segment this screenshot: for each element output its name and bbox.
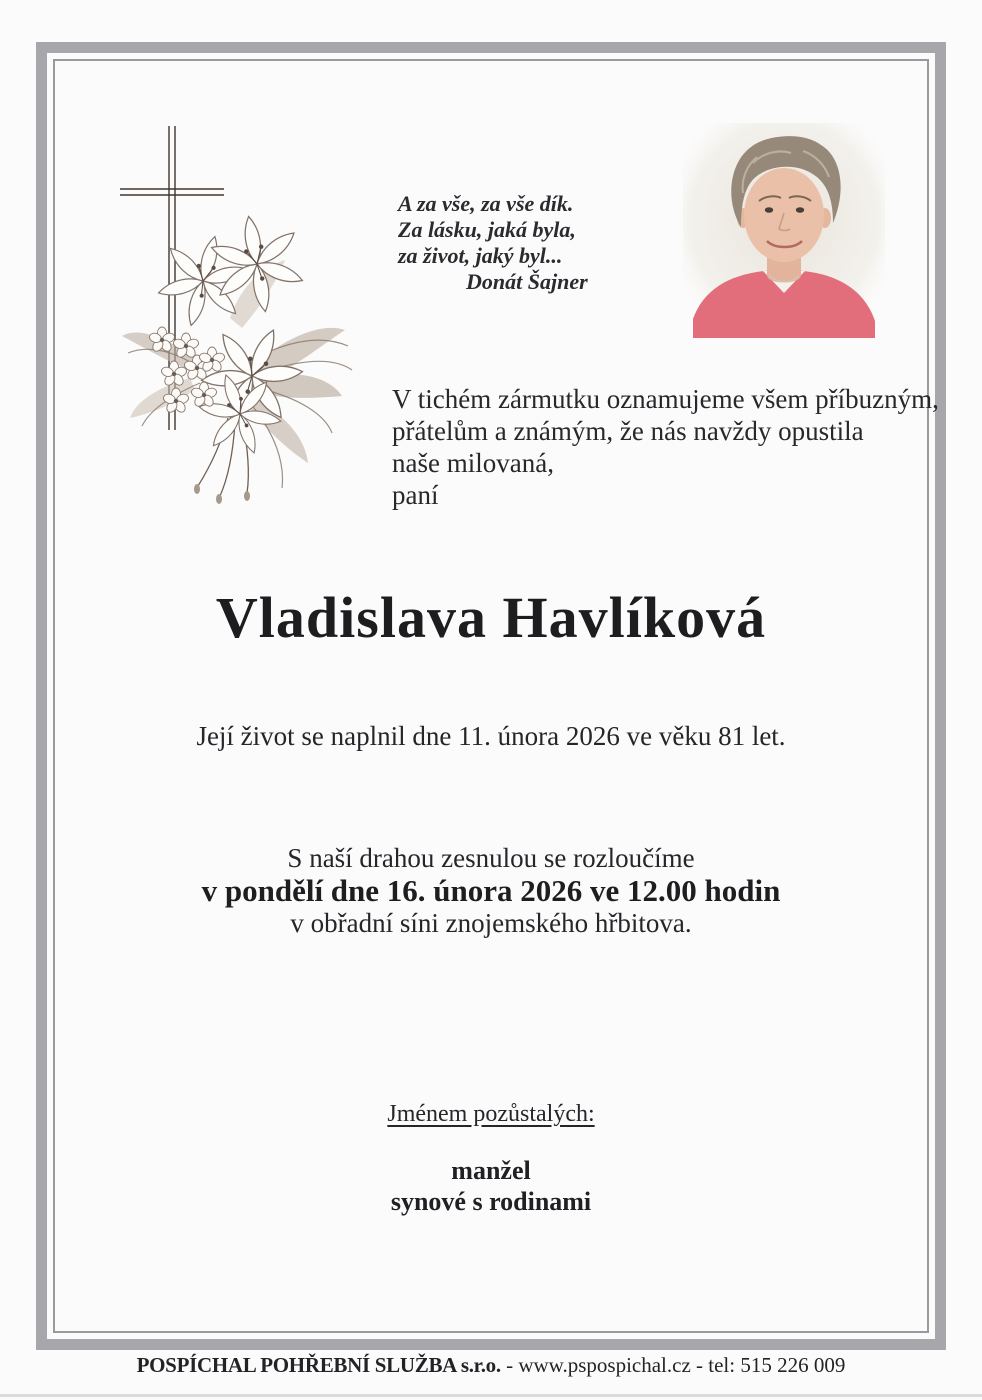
announcement-line: paní [392, 480, 439, 510]
scan-edge-artifact [0, 1394, 982, 1397]
footer-tel-label: - tel: [690, 1353, 741, 1377]
poem-line: Za lásku, jaká byla, [398, 217, 576, 242]
deceased-name: Vladislava Havlíková [215, 585, 767, 650]
funeral-home-phone: 515 226 009 [740, 1353, 846, 1377]
mourner-name: manžel [451, 1156, 531, 1185]
funeral-home-footer [0, 1352, 982, 1378]
poem-author: Donát Šajner [466, 269, 588, 294]
footer-separator: - [500, 1353, 519, 1377]
funeral-home-website: www.pspospichal.cz [518, 1353, 691, 1377]
announcement-line: V tichém zármutku oznamujeme všem příbuzným, [392, 384, 939, 414]
ceremony-info [36, 843, 946, 939]
announcement-line: naše milovaná, [392, 448, 554, 478]
death-date-line: Její život se naplnil dne 11. února 2026 ve věku 81 let. [196, 721, 786, 751]
funeral-home-name: POSPÍCHAL POHŘEBNÍ SLUŽBA s.r.o. [136, 1353, 501, 1377]
poem-block [398, 191, 588, 295]
deceased-portrait-photo [683, 123, 885, 338]
announcement-text [392, 383, 939, 511]
mourner-name: synové s rodinami [390, 1187, 592, 1216]
mourners-list [36, 1155, 946, 1217]
poem-line: za život, jaký byl... [398, 243, 563, 268]
announcement-line: přátelům a známým, že nás navždy opustila [392, 416, 864, 446]
mourners-heading: Jménem pozůstalých: [387, 1101, 595, 1127]
ceremony-datetime: v pondělí dne 16. února 2026 ve 12.00 hodin [201, 873, 781, 908]
poem-line: A za vše, za vše dík. [398, 191, 574, 216]
cross-with-lilies-icon [100, 118, 380, 523]
ceremony-intro: S naší drahou zesnulou se rozloučíme [287, 843, 695, 873]
ceremony-place: v obřadní síni znojemského hřbitova. [290, 908, 692, 938]
